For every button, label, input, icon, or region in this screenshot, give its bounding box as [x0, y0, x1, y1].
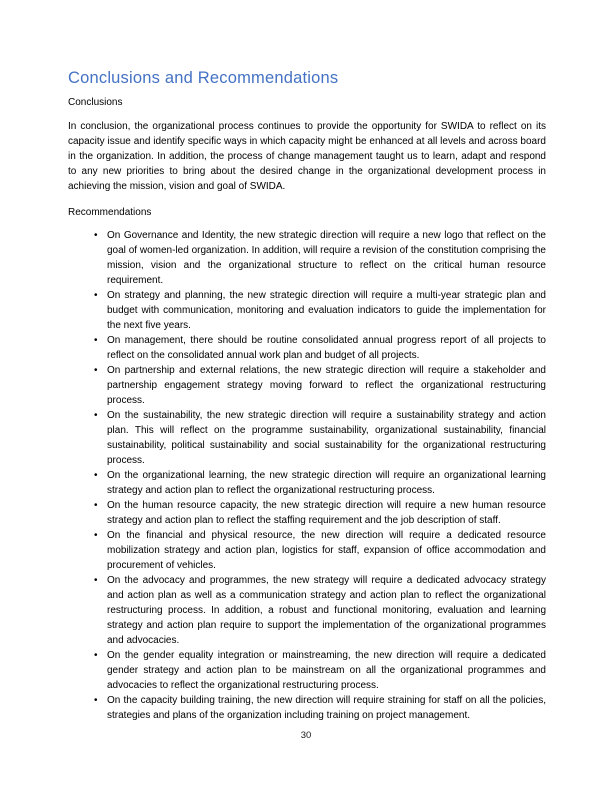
page-number: 30: [300, 730, 312, 741]
recommendation-item: • On management, there should be routine consolidated annual progress report of all projects to reflect on the consolidated annual work plan and budget of all projects.: [107, 333, 546, 363]
conclusions-heading: Conclusions: [68, 97, 123, 108]
recommendation-item: • On partnership and external relations, the new strategic direction will require a stakeholder and partnership engagement strategy moving forward to reflect the organizational restructuring process.: [107, 363, 546, 408]
recommendation-item: • On Governance and Identity, the new strategic direction will require a new logo that reflect on the goal of women-led organization. In addition, will require a revision of the constitution comprising the mission, vision and the organizational structure to reflect on the critical human resource requirement.: [107, 228, 546, 288]
section-title: Conclusions and Recommendations: [68, 69, 339, 87]
recommendation-item: • On the gender equality integration or mainstreaming, the new direction will require a dedicated gender strategy and action plan to be mainstream on all the organizational programmes and advocacies to reflect the organizational restructuring process.: [107, 648, 546, 693]
recommendations-list: [68, 228, 546, 723]
recommendation-item: • On the sustainability, the new strategic direction will require a sustainability strategy and action plan. This will reflect on the programme sustainability, organizational sustainability, financial sustainability, political sustainability and social sustainability for the organizational restructuring process.: [107, 408, 546, 468]
recommendation-item: • On the financial and physical resource, the new direction will require a dedicated resource mobilization strategy and action plan, logistics for staff, expansion of office accommodation and procurement of vehicles.: [107, 528, 546, 573]
recommendation-item: • On the organizational learning, the new strategic direction will require an organizational learning strategy and action plan to reflect the organizational restructuring process.: [107, 468, 546, 498]
recommendations-heading: Recommendations: [68, 207, 152, 218]
recommendation-item: • On the advocacy and programmes, the new strategy will require a dedicated advocacy strategy and action plan as well as a communication strategy and action plan to reflect the organizational restructuring process. In addition, a robust and functional monitoring, evaluation and learning strategy and action plan require to support the implementation of the organizational programmes and advocacies.: [107, 573, 546, 648]
recommendation-item: • On the human resource capacity, the new strategic direction will require a new human resource strategy and action plan to reflect the staffing requirement and the job description of staff.: [107, 498, 546, 528]
conclusions-paragraph: In conclusion, the organizational process continues to provide the opportunity for SWIDA to reflect on its capacity issue and identify specific ways in which capacity might be enhanced at all levels and across board in the organization. In addition, the process of change management taught us to learn, adapt and respond to any new priorities to bring about the desired change in the organizational development process in achieving the mission, vision and goal of SWIDA.: [68, 121, 546, 192]
recommendation-item: • On the capacity building training, the new direction will require straining for staff on all the policies, strategies and plans of the organization including training on project management.: [107, 693, 546, 723]
page-content: [68, 68, 546, 723]
recommendation-item: • On strategy and planning, the new strategic direction will require a multi-year strategic plan and budget with communication, monitoring and evaluation indicators to guide the implementation for the next five years.: [107, 288, 546, 333]
